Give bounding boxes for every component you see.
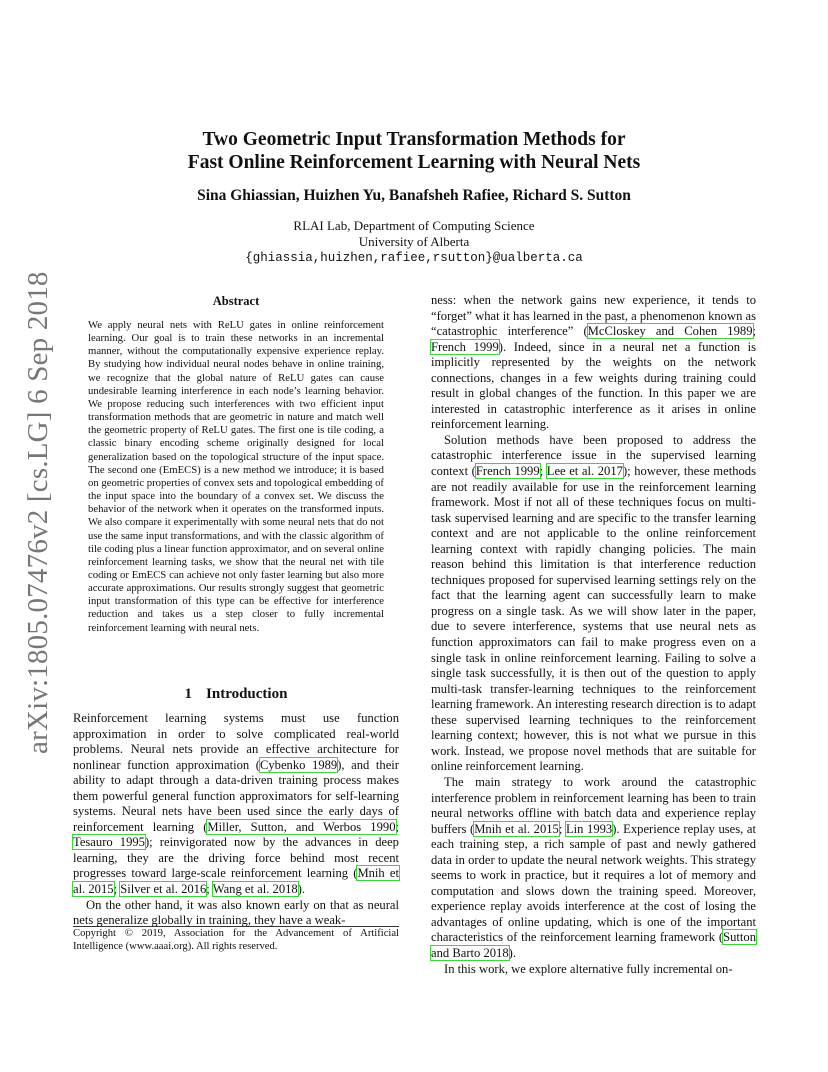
text-run: ness: when the network gains new experience, it tends to “forget” what it has learned in the past, a phenomenon known as “catastrophic interference” ( [431, 293, 757, 339]
section-heading-introduction [73, 686, 399, 703]
abstract-body: We apply neural nets with ReLU gates in online reinforcement learning. Our goal is to train these networks in an incremental manner, without the computationally expensive experience replay. By studying how individual neural nodes behave in online training, we recognize that the global nature of ReLU gates can cause undesirable learning interference in each node’s learning behavior. We propose reducing such interferences with two efficient input transformation methods that are geometric in nature and match well the geometric property of ReLU gates. The first one is tile coding, a classic binary encoding scheme originally designed for local generalization based on the topological structure of the input space. The second one (EmECS) is a new method we introduce; it is based on geometric properties of convex sets and topological embedding of the input space into the boundary of a convex set. We discuss the behavior of the network when it operates on the transformed inputs. We also compare it experimentally with some neural nets that do not use the same input transformations, and with the classic algorithm of tile coding plus a linear function approximator, and on several online reinforcement learning tasks, we show that the neural net with tile coding or EmECS can achieve not only faster learning but also more accurate approximations. Our results strongly suggest that geometric input transformation of this type can be effective for interference reduction and takes us a step closer to fully incremental reinforcement learning with neural nets. [88, 319, 384, 634]
text-run: Solution methods have been proposed to address the catastrophic interference issue in the supervised learning context ( [431, 432, 756, 479]
affiliation-university: University of Alberta [358, 234, 470, 249]
paragraph [73, 711, 399, 898]
citation-link[interactable]: French 1999 [431, 339, 499, 354]
citation-link[interactable]: Lin 1993 [565, 821, 613, 836]
citation-link[interactable]: Mnih et al. 2015 [474, 821, 559, 836]
citation-link[interactable]: McCloskey and Cohen 1989 [587, 324, 753, 339]
copyright-footnote: Copyright © 2019, Association for the Advancement of Artificial Intelligence (www.aaai.org). All rights reserved. [73, 928, 399, 952]
citation-link[interactable]: Wang et al. 2018 [212, 882, 298, 897]
paper-title [0, 128, 828, 174]
left-column-text [73, 711, 399, 929]
paragraph: In this work, we explore alternative fully incremental on- [444, 961, 733, 976]
affiliation [0, 218, 828, 266]
paragraph [431, 293, 756, 433]
paragraph [431, 775, 756, 962]
author-list: Sina Ghiassian, Huizhen Yu, Banafsheh Rafiee, Richard S. Sutton [197, 187, 631, 204]
text-run: ). [508, 945, 516, 960]
author-emails: {ghiassia,huizhen,rafiee,rsutton}@ualberta.ca [245, 251, 583, 265]
text-run: ); reinvigorated now by the advances in deep learning, they are the driving force behind most recent progresses toward large-scale reinforcement learning ( [73, 835, 399, 881]
affiliation-department: RLAI Lab, Department of Computing Science [293, 218, 535, 233]
text-run: ). [297, 882, 306, 897]
text-run: ; [206, 882, 213, 897]
abstract-heading: Abstract [212, 294, 260, 308]
citation-link[interactable]: Miller, Sutton, and Werbos 1990 [207, 819, 396, 834]
text-run: ; [752, 324, 756, 339]
paragraph: On the other hand, it was also known early on that as neural nets generalize globally in training, they have a weak- [73, 897, 399, 928]
section-title: Introduction [206, 686, 288, 702]
text-run: ; [539, 464, 547, 479]
text-run: ), and their ability to adapt through a data-driven training process makes them powerful general function approximators for self-learning systems. Neural nets have been used since the early days of reinforcement learning ( [73, 757, 400, 834]
citation-link[interactable]: Sutton and Barto 2018 [431, 930, 756, 960]
text-run: Reinforcement learning systems must use function approximation in order to solve complicated real-world problems. Neural nets provide an effective architecture for nonlinear function approximation ( [73, 711, 399, 772]
section-number: 1 [184, 686, 193, 702]
text-run: ). Indeed, since in a neural net a function is implicitly represented by the weights on the network connections, changes in a few weights during training could result in global changes of the function. In this paper we are interested in catastrophic interference as it arises in online reinforcement learning. [431, 339, 756, 432]
title-line-2: Fast Online Reinforcement Learning with Neural Nets [187, 152, 641, 173]
title-line-1: Two Geometric Input Transformation Methods for [202, 129, 626, 150]
arxiv-identifier: arXiv:1805.07476v2 [cs.LG] 6 Sep 2018 [22, 271, 54, 754]
citation-link[interactable]: French 1999 [475, 464, 540, 479]
right-column-text [431, 293, 756, 977]
citation-link[interactable]: Tesauro 1995 [73, 835, 145, 850]
text-run: ). Experience replay uses, at each training step, a rich sample of past and newly gathered data in order to update the neural network weights. This strategy seems to work in practice, but it requires a lot of memory and computation and slows down the training speed. Moreover, experience replay avoids interference at the cost of losing the advantages of online updating, which is one of the important characteristics of the reinforcement learning framework ( [431, 821, 757, 945]
citation-link[interactable]: Silver et al. 2016 [120, 882, 207, 897]
text-run: ); however, these methods are not readily available for use in the reinforcement learning framework. Most if not all of these techniques focus on multi-task supervised learning and are specific to the transfer learning context and are not applicable to the online reinforcement learning context with rapidly changing policies. The main reason behind this limitation is that interference reduction techniques proposed for supervised learning settings rely on the fact that the learning agent can successfully learn to make progress on a single task. As we will show later in the paper, due to severe interference, systems that use neural nets as function approximators can fail to make progress even on a single task in online reinforcement learning. Failing to solve a single task successfully, it is then out of the question to apply multi-task transfer-learning techniques to the reinforcement learning framework. An interesting research direction is to adapt these supervised learning techniques to the reinforcement learning context; however, this is not what we pursue in this work. Instead, we propose novel methods that are suitable for online reinforcement learning. [431, 464, 756, 774]
paragraph [431, 433, 756, 775]
text-run: ; [113, 882, 121, 897]
citation-link[interactable]: Mnih et al. 2015 [73, 866, 399, 897]
citation-link[interactable]: Lee et al. 2017 [546, 464, 623, 479]
text-run: The main strategy to work around the catastrophic interference problem in reinforcement learning has been to train neural networks offline with batch data and experience replay buffers ( [431, 774, 756, 836]
text-run: ; [395, 819, 399, 834]
text-run: ; [558, 821, 566, 836]
citation-link[interactable]: Cybenko 1989 [259, 757, 338, 772]
